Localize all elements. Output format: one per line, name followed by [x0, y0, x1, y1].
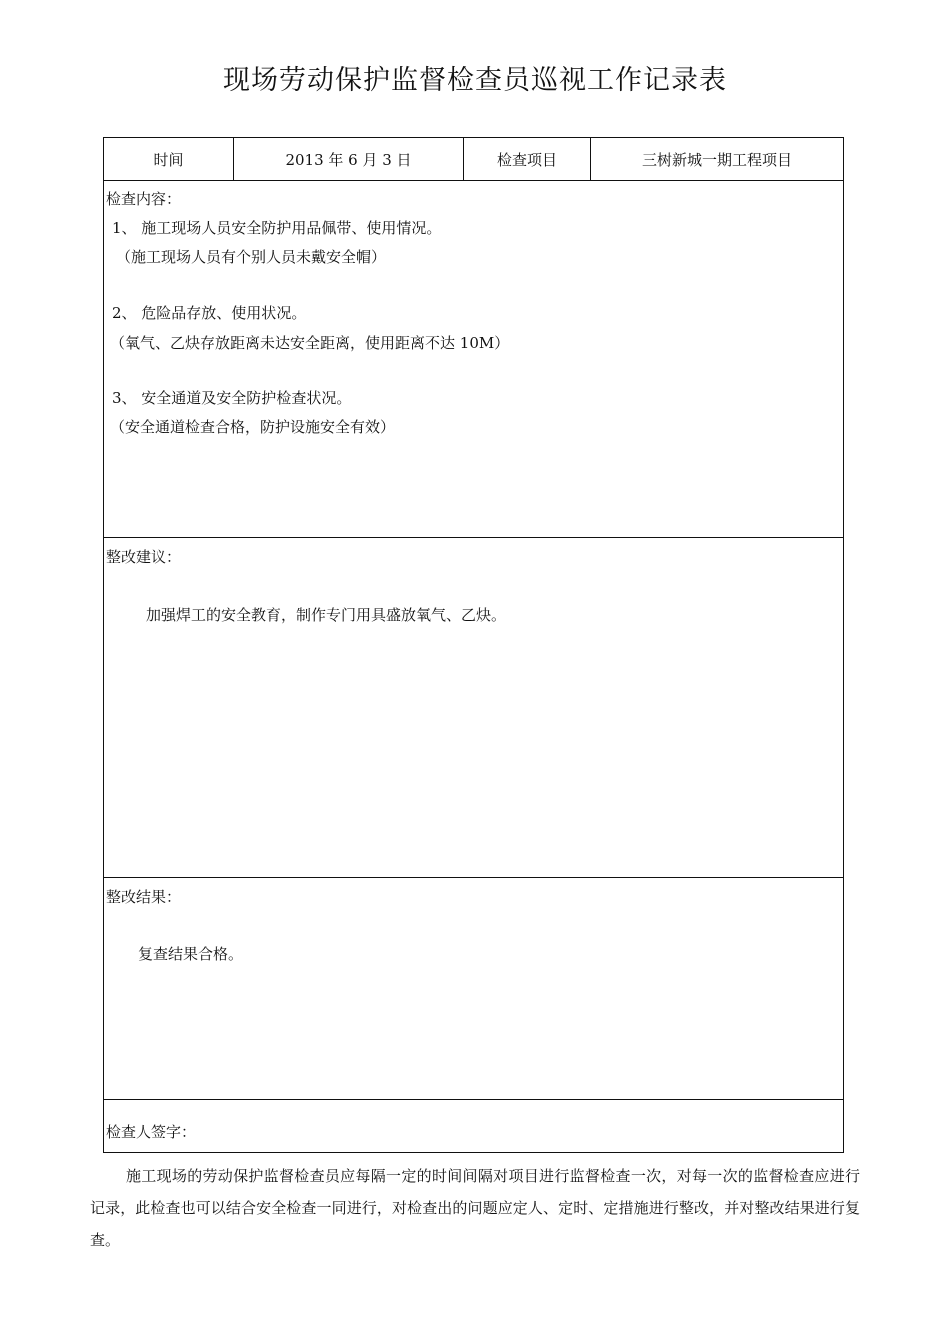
content-item-1-title: 1、 施工现场人员安全防护用品佩带、使用情况。 [112, 219, 442, 237]
inspection-item-value: 三树新城一期工程项目 [641, 150, 792, 169]
inspection-item-label: 检查项目 [464, 138, 591, 180]
content-item-3-detail: （安全通道检查合格，防护设施安全有效） [110, 418, 396, 436]
signature-label: 检查人签字： [106, 1123, 197, 1141]
result-text: 复查结果合格。 [138, 945, 244, 963]
inspection-content-section [104, 180, 843, 538]
signature-section [104, 1100, 843, 1152]
page-title: 现场劳动保护监督检查员巡视工作记录表 [223, 65, 727, 96]
content-item-3-title: 3、 安全通道及安全防护检查状况。 [112, 389, 352, 407]
inspection-record-form [103, 137, 844, 1153]
footnote: 施工现场的劳动保护监督检查员应每隔一定的时间间隔对项目进行监督检查一次，对每一次的监督检查应进行记录，此检查也可以结合安全检查一同进行，对检查出的问题应定人、定时、定措施进行整改，并对整改结果进行复查。 [90, 1167, 860, 1249]
suggestion-section [104, 538, 843, 878]
result-label: 整改结果： [106, 888, 182, 906]
suggestion-label: 整改建议： [106, 548, 182, 566]
header-row [104, 138, 843, 181]
content-item-1-detail: （施工现场人员有个别人员未戴安全帽） [116, 248, 387, 266]
content-item-2-detail: （氧气、乙炔存放距离未达安全距离，使用距离不达 10M） [110, 334, 510, 352]
time-label: 时间 [104, 138, 234, 180]
content-item-2-title: 2、 危险品存放、使用状况。 [112, 304, 307, 322]
suggestion-text: 加强焊工的安全教育，制作专门用具盛放氧气、乙炔。 [146, 606, 507, 624]
inspection-content-label: 检查内容： [106, 190, 182, 208]
time-value: 2013 年 6 月 3 日 [234, 138, 464, 180]
result-section [104, 878, 843, 1100]
